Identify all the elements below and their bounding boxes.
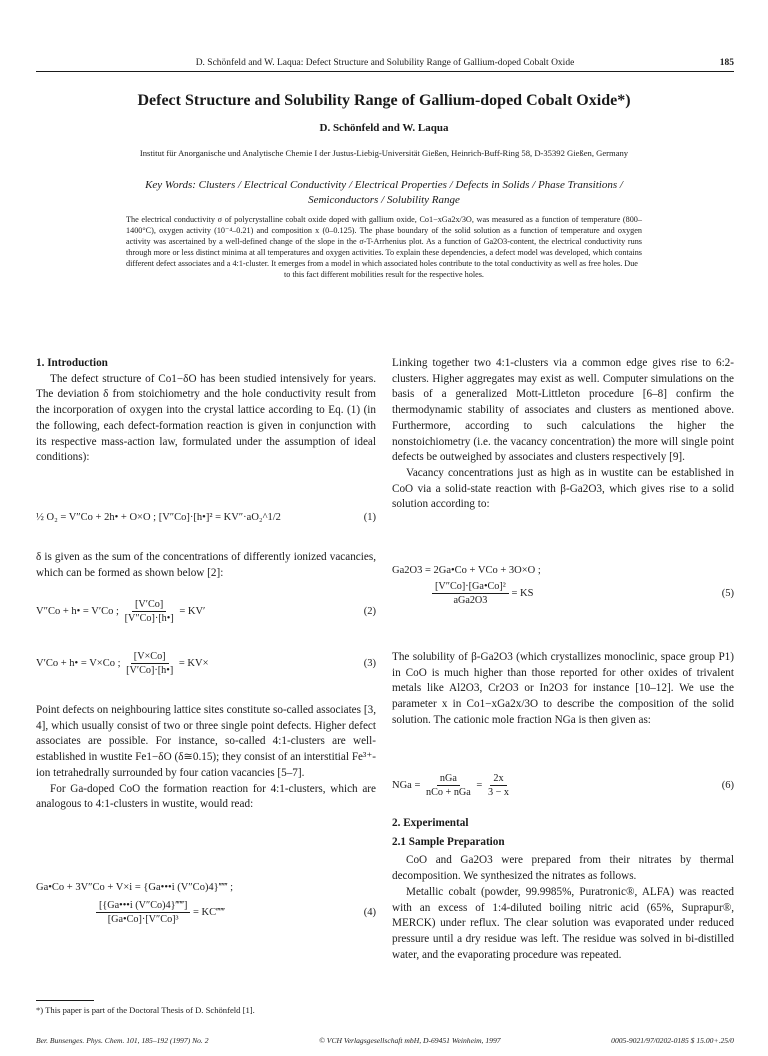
equation-2-fraction	[122, 598, 177, 625]
equation-3-denominator: [V′Co]·[h•]	[126, 665, 174, 676]
keywords-line-1: Key Words: Clusters / Electrical Conductivity / Electrical Properties / Defects in Solids / Phase Transitions /	[145, 179, 623, 191]
equation-6-fraction-1	[423, 772, 474, 799]
footer-code: 0005-9021/97/0202-0185 $ 15.00+.25/0	[611, 1036, 734, 1045]
equation-4-numerator: [{Ga•••i (V″Co)4}‴‴]	[96, 899, 190, 913]
equation-3-expression	[36, 650, 209, 677]
equation-3-rhs: = KV×	[178, 657, 209, 669]
equation-6-number: (6)	[721, 780, 734, 791]
equation-3-lhs: V′Co + h• = V×Co ;	[36, 657, 121, 669]
subsection-heading-sample-preparation: 2.1 Sample Preparation	[392, 835, 505, 848]
equation-6-equals: =	[476, 779, 483, 791]
equation-4-fraction	[96, 899, 190, 926]
abstract-body: The electrical conductivity σ of polycrystalline cobalt oxide doped with gallium oxide, Co1−xGa2x/3O, was measured as a function of temperature (800–1400°C), oxygen activity (10⁻⁴–0.21) and composition x (0–0.125). The phase boundary of the solid solution as a function of temperature and oxygen activity was ascertained by a well-defined change of the slope in the σ-T-Arrhenius plot. As a function of Ga2O3-content, the electrical conductivity runs through more or less distinct minima at all temperatures and oxygen activities. To explain these dependencies, a defect model was developed, which contains different defect associates and a 4:1-cluster. It emerges from a model in which associated holes contribute to the total conductivity as well as free holes. Due	[126, 215, 642, 268]
experimental-section	[392, 816, 734, 963]
right-paragraph-2: Vacancy concentrations just as high as in wustite can be established in CoO via a solid-state reaction with β-Ga2O3, which gives rise to a solid solution according to:	[392, 466, 734, 511]
equation-6-fraction-2-numerator: 2x	[490, 772, 506, 786]
authors: D. Schönfeld and W. Laqua	[319, 122, 449, 134]
equation-4-line-1: Ga•Co + 3V″Co + V×i = {Ga•••i (V″Co)4}‴‴ ;	[36, 882, 234, 893]
equation-6-fraction-2	[485, 772, 512, 799]
equation-4-expression	[96, 899, 225, 926]
right-paragraph-3-block	[392, 650, 734, 729]
abstract	[126, 214, 642, 280]
equation-6-lhs: NGa =	[392, 779, 421, 791]
equation-6-fraction-1-numerator: nGa	[437, 772, 460, 786]
equation-5-line-1: Ga2O3 = 2Ga•Co + VCo + 3O×O ;	[392, 565, 541, 576]
equation-5-rhs: = KS	[511, 587, 534, 599]
equation-2-lhs: V″Co + h• = V′Co ;	[36, 605, 119, 617]
intro-paragraphs-3-4	[36, 703, 376, 813]
equation-5-expression	[432, 580, 533, 607]
equation-5-fraction	[432, 580, 509, 607]
intro-paragraph-4: For Ga-doped CoO the formation reaction for 4:1-clusters, which are analogous to 4:1-clusters in wustite, would read:	[36, 782, 376, 811]
intro-paragraph-2-block	[36, 550, 376, 581]
intro-paragraph-3: Point defects on neighbouring lattice sites constitute so-called associates [3, 4], which usually consist of two or three single point defects. Higher defect associates are possible. For instance, so-called 4:1-clusters are well-established in wustite Fe1−δO (δ≅0.15); they consist of an interstitial Fe³⁺-ion tetrahedrally surrounded by four cation vacancies [5–7].	[36, 704, 376, 779]
equation-4	[36, 882, 376, 926]
equation-2-rhs: = KV′	[179, 605, 206, 617]
section-heading-experimental: 2. Experimental	[392, 817, 469, 829]
equation-2-expression	[36, 598, 205, 625]
intro-paragraph-1: The defect structure of Co1−δO has been studied intensively for years. The deviation δ from stoichiometry and the hole conductivity result from the incorporation of oxygen into the crystal lattice according to Eq. (1) (in the following, each defect-formation reaction is given in conjunction with its respective mass-action law, formulated under the assumption of ideal conditions):	[36, 372, 376, 464]
equation-3-fraction	[123, 650, 176, 677]
footer-publisher: © VCH Verlagsgesellschaft mbH, D-69451 Weinheim, 1997	[319, 1036, 501, 1045]
equation-5-number: (5)	[721, 588, 734, 599]
right-paragraph-3: The solubility of β-Ga2O3 (which crystallizes monoclinic, space group P1) in CoO is much higher than those reported for other oxides of trivalent metals like Al2O3, Cr2O3 or In2O3 for instance [10–12]. We use the parameter x in Co1−xGa2x/3O to describe the composition of the solid solution. The cationic mole fraction NGa is then given as:	[392, 651, 734, 726]
footnote: *) This paper is part of the Doctoral Thesis of D. Schönfeld [1].	[36, 1005, 255, 1015]
equation-6	[392, 772, 734, 799]
header-rule	[36, 71, 734, 72]
institution: Institut für Anorganische und Analytische Chemie I der Justus-Liebig-Universität Gießen, Heinrich-Buff-Ring 58, D-35392 Gießen, Germany	[139, 148, 629, 158]
abstract-last-line: to this fact different mobilities result for the respective holes.	[284, 270, 484, 279]
equation-4-line-2	[36, 899, 376, 926]
equation-2-numerator: [V′Co]	[132, 598, 166, 612]
equation-2-denominator: [V″Co]·[h•]	[124, 613, 174, 624]
equation-1-body: ½ O₂ = V″Co + 2h• + O×O ; [V″Co]·[h•]² = KV″·aO₂^1/2	[36, 512, 281, 523]
equation-5-denominator: aGa2O3	[453, 595, 488, 606]
footer-journal: Ber. Bunsenges. Phys. Chem. 101, 185–192 (1997) No. 2	[36, 1036, 209, 1045]
right-column	[392, 356, 734, 513]
equation-5	[392, 565, 734, 607]
right-paragraph-1: Linking together two 4:1-clusters via a common edge gives rise to 6:2-clusters. Higher aggregates may exist as well. Computer simulations on the basis of a generalized Mott-Littleton procedure [6–8] confirm the thermodynamic stability of associates and clusters as mentioned above. Furthermore, according to such calculations the higher the nonstoichiometry (i.e. the vacancy concentration) the more will single point defects be outweighed by associates and clusters respectively [9].	[392, 357, 734, 464]
equation-1-number: (1)	[363, 512, 376, 523]
experimental-paragraph-2: Metallic cobalt (powder, 99.9985%, Puratronic®, ALFA) was reacted with an excess of 1:4-diluted boiling nitric acid (65%, Suprapur®, MERCK) under reflux. The clear solution was evaporated under reduced pressure until a dry residue was left. The residue was solved in bi-distilled water, and the evaporating procedure was repeated.	[392, 885, 734, 961]
experimental-paragraph-1: CoO and Ga2O3 were prepared from their nitrates by thermal decomposition. We synthesized the nitrates as follows.	[392, 854, 734, 883]
equation-3-numerator: [V×Co]	[131, 650, 169, 664]
equation-4-rhs: = KC‴‴	[193, 906, 225, 918]
keywords	[80, 178, 688, 208]
equation-4-denominator: [Ga•Co]·[V″Co]³	[107, 914, 179, 925]
equation-3-number: (3)	[363, 658, 376, 669]
page-number: 185	[719, 58, 734, 68]
equation-1	[36, 512, 376, 523]
equation-6-expression	[392, 772, 512, 799]
running-title: D. Schönfeld and W. Laqua: Defect Structure and Solubility Range of Gallium-doped Cobalt Oxide	[195, 58, 575, 68]
equation-3	[36, 650, 376, 677]
equation-2	[36, 598, 376, 625]
equation-6-fraction-1-denominator: nCo + nGa	[426, 787, 471, 798]
paper-title: Defect Structure and Solubility Range of Gallium-doped Cobalt Oxide*)	[137, 92, 631, 109]
equation-4-number: (4)	[363, 907, 376, 918]
intro-paragraph-2: δ is given as the sum of the concentrations of differently ionized vacancies, which can be formed as shown below [2]:	[36, 551, 376, 579]
equation-5-numerator: [V″Co]·[Ga•Co]²	[432, 580, 509, 594]
left-column	[36, 356, 376, 466]
section-heading-introduction: 1. Introduction	[36, 357, 108, 369]
footnote-rule	[36, 1000, 94, 1001]
page-footer	[36, 1036, 734, 1045]
running-header	[36, 58, 734, 68]
keywords-line-2: Semiconductors / Solubility Range	[308, 194, 460, 206]
equation-5-line-2	[392, 580, 734, 607]
equation-6-fraction-2-denominator: 3 − x	[487, 787, 509, 798]
equation-2-number: (2)	[363, 606, 376, 617]
